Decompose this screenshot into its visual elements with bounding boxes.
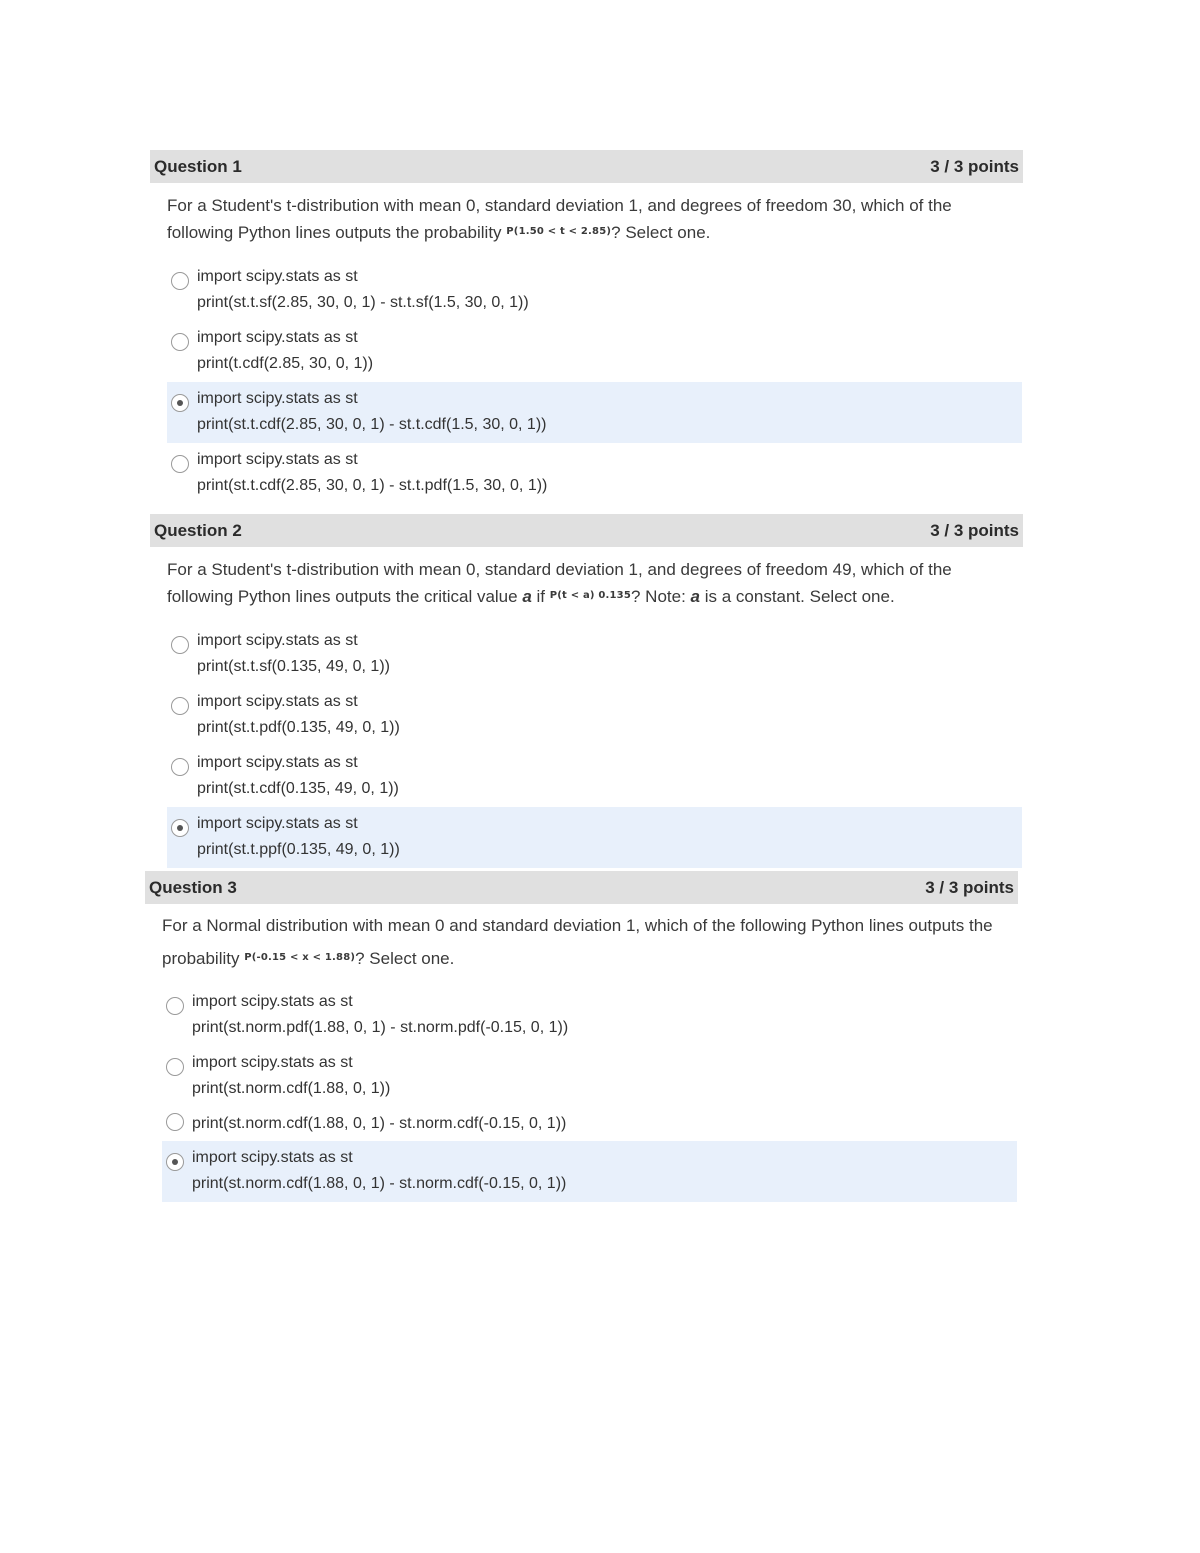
radio-button[interactable] xyxy=(171,333,189,351)
question-title: Question 1 xyxy=(154,156,242,176)
radio-button[interactable] xyxy=(171,455,189,473)
question-text xyxy=(167,193,1017,246)
question-text-before: For a Normal distribution with mean 0 and standard deviation 1, which of the following Python lines outputs the probability xyxy=(162,916,993,968)
option-line: import scipy.stats as st xyxy=(192,1054,353,1071)
question-header xyxy=(145,871,1018,904)
option-line: print(st.norm.cdf(1.88, 0, 1) - st.norm.cdf(-0.15, 0, 1)) xyxy=(192,1115,567,1132)
option-line: print(st.t.sf(0.135, 49, 0, 1)) xyxy=(197,658,390,675)
answer-option[interactable] xyxy=(162,1046,1017,1107)
option-line: import scipy.stats as st xyxy=(192,1149,353,1166)
option-line: print(st.t.pdf(0.135, 49, 0, 1)) xyxy=(197,719,400,736)
option-line: print(st.t.cdf(2.85, 30, 0, 1) - st.t.pdf(1.5, 30, 0, 1)) xyxy=(197,477,548,494)
question-points: 3 / 3 points xyxy=(930,520,1019,540)
probability-expression: P(1.50 < t < 2.85) xyxy=(506,226,612,237)
answer-option[interactable] xyxy=(167,624,1022,685)
question-title: Question 3 xyxy=(149,877,237,897)
radio-button[interactable] xyxy=(171,697,189,715)
answer-option[interactable] xyxy=(167,685,1022,746)
question-text xyxy=(162,910,1012,975)
radio-button[interactable] xyxy=(171,272,189,290)
question-points: 3 / 3 points xyxy=(930,156,1019,176)
answer-option-selected[interactable] xyxy=(162,1141,1017,1202)
question-text-end: is a constant. Select one. xyxy=(700,587,895,606)
radio-button[interactable] xyxy=(166,1113,184,1131)
question-text-mid: if xyxy=(531,587,550,606)
probability-expression: P(-0.15 < x < 1.88) xyxy=(244,952,356,963)
option-line: import scipy.stats as st xyxy=(197,390,358,407)
radio-button[interactable] xyxy=(171,758,189,776)
option-line: import scipy.stats as st xyxy=(197,754,358,771)
option-line: import scipy.stats as st xyxy=(197,815,358,832)
option-line: import scipy.stats as st xyxy=(197,451,358,468)
question-points: 3 / 3 points xyxy=(925,877,1014,897)
question-title: Question 2 xyxy=(154,520,242,540)
question-text-before: For a Student's t-distribution with mean 0, standard deviation 1, and degrees of freedom 30, which of the following Python lines outputs the probability xyxy=(167,196,952,242)
radio-button[interactable] xyxy=(171,636,189,654)
option-line: print(t.cdf(2.85, 30, 0, 1)) xyxy=(197,355,374,372)
option-line: print(st.norm.cdf(1.88, 0, 1) - st.norm.cdf(-0.15, 0, 1)) xyxy=(192,1175,567,1192)
question-text-after: ? Select one. xyxy=(611,223,711,242)
variable-a: a xyxy=(522,587,532,606)
radio-button[interactable] xyxy=(166,1058,184,1076)
probability-expression: P(t < a) 0.135 xyxy=(549,590,631,601)
option-line: import scipy.stats as st xyxy=(192,993,353,1010)
question-text xyxy=(167,557,1017,610)
variable-a: a xyxy=(690,587,701,606)
option-line: import scipy.stats as st xyxy=(197,632,358,649)
answer-option[interactable] xyxy=(167,443,1022,504)
radio-button-checked[interactable] xyxy=(171,819,189,837)
answer-option[interactable] xyxy=(167,260,1022,321)
answer-option[interactable] xyxy=(162,985,1017,1046)
option-line: print(st.norm.cdf(1.88, 0, 1)) xyxy=(192,1080,391,1097)
question-2 xyxy=(150,514,1023,868)
question-header xyxy=(150,514,1023,547)
option-line: print(st.t.ppf(0.135, 49, 0, 1)) xyxy=(197,841,400,858)
answer-option-selected[interactable] xyxy=(167,807,1022,868)
answer-options xyxy=(167,624,1022,868)
radio-button[interactable] xyxy=(166,997,184,1015)
question-text-after: ? Note: xyxy=(631,587,691,606)
answer-option[interactable] xyxy=(162,1107,1017,1141)
answer-option-selected[interactable] xyxy=(167,382,1022,443)
radio-button-checked[interactable] xyxy=(166,1153,184,1171)
answer-option[interactable] xyxy=(167,746,1022,807)
answer-options xyxy=(162,985,1017,1202)
option-line: print(st.norm.pdf(1.88, 0, 1) - st.norm.pdf(-0.15, 0, 1)) xyxy=(192,1019,569,1036)
answer-options xyxy=(167,260,1022,504)
option-line: print(st.t.cdf(0.135, 49, 0, 1)) xyxy=(197,780,399,797)
option-line: import scipy.stats as st xyxy=(197,693,358,710)
question-1 xyxy=(150,150,1023,504)
question-header xyxy=(150,150,1023,183)
option-line: import scipy.stats as st xyxy=(197,268,358,285)
option-line: import scipy.stats as st xyxy=(197,329,358,346)
question-text-before: For a Student's t-distribution with mean 0, standard deviation 1, and degrees of freedom 49, which of the following Python lines outputs the critical value xyxy=(167,560,952,606)
question-text-after: ? Select one. xyxy=(355,949,455,968)
answer-option[interactable] xyxy=(167,321,1022,382)
option-line: print(st.t.cdf(2.85, 30, 0, 1) - st.t.cdf(1.5, 30, 0, 1)) xyxy=(197,416,547,433)
question-3 xyxy=(145,871,1018,1202)
option-line: print(st.t.sf(2.85, 30, 0, 1) - st.t.sf(1.5, 30, 0, 1)) xyxy=(197,294,529,311)
radio-button-checked[interactable] xyxy=(171,394,189,412)
